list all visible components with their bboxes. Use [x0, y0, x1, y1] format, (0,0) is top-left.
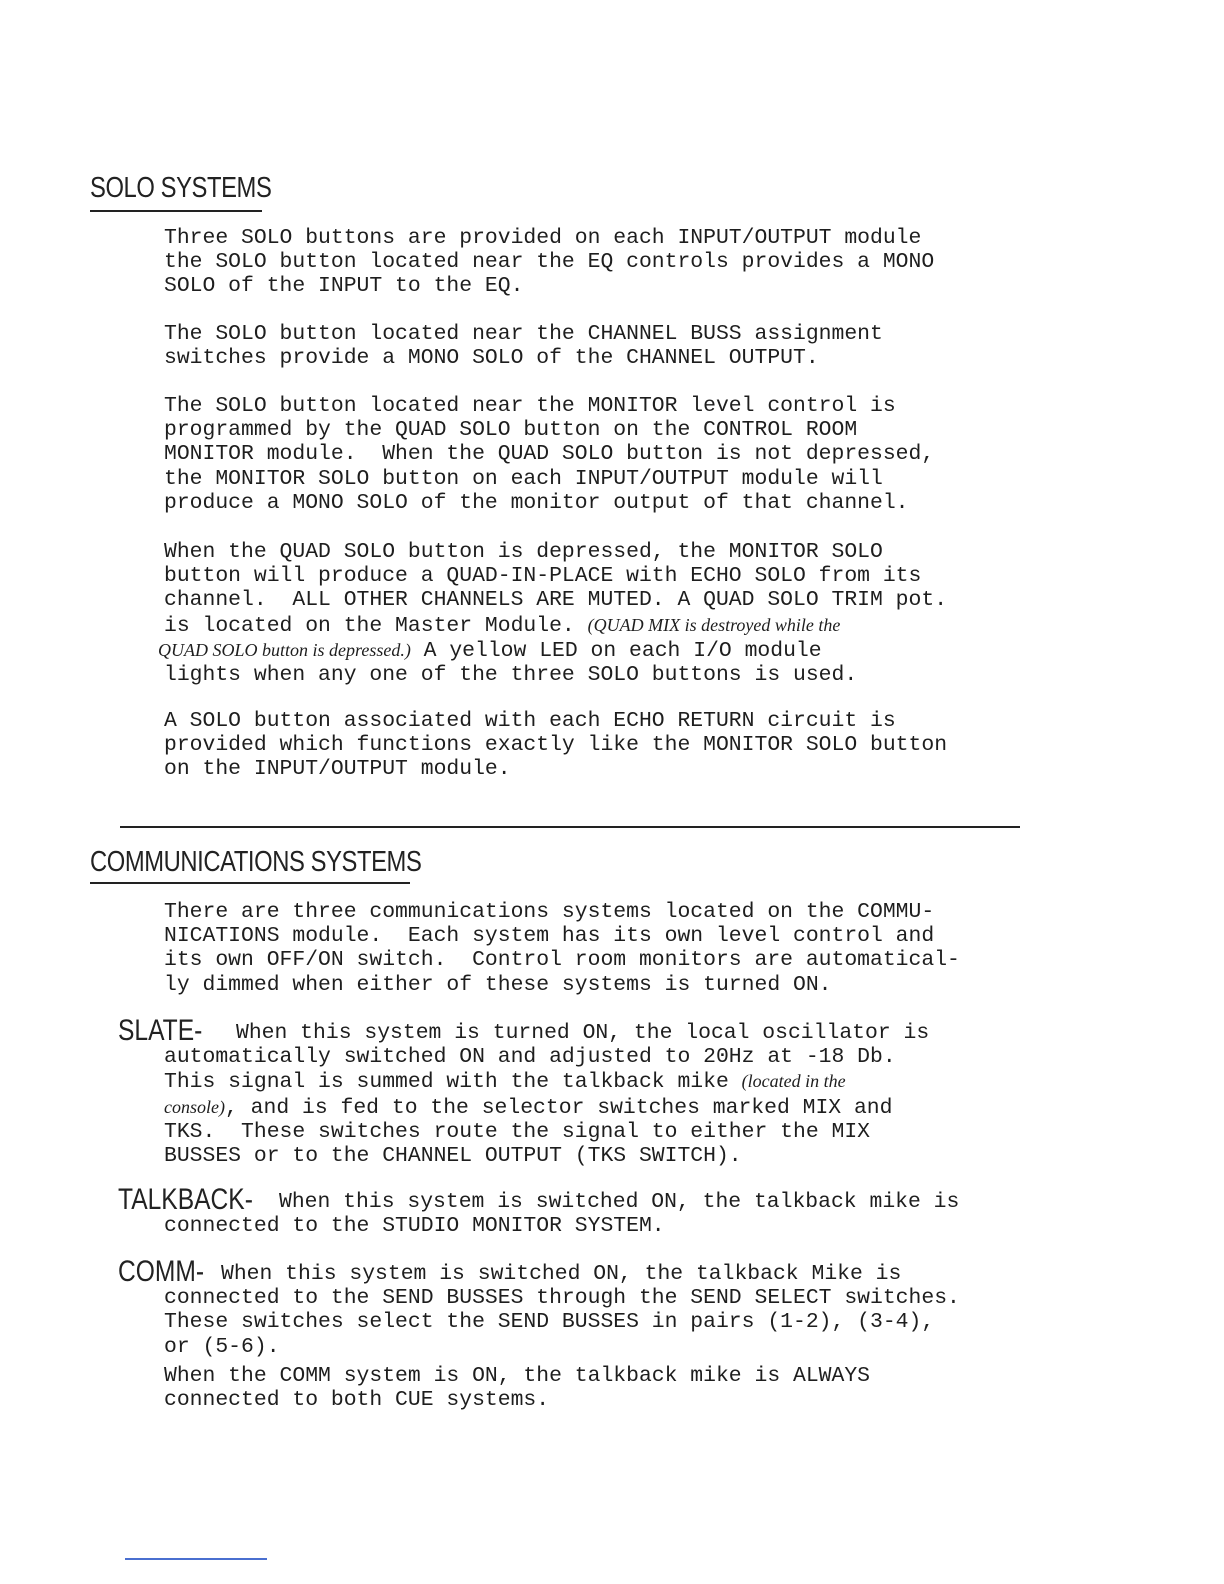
talkback-paragraph	[164, 1190, 959, 1238]
text-run: This signal is summed with the talkback mike	[164, 1070, 742, 1095]
text-line: MONITOR module. When the QUAD SOLO button is not depressed,	[164, 442, 935, 467]
comm-paragraph	[164, 1262, 960, 1359]
communications-systems-heading: COMMUNICATIONS SYSTEMS	[90, 846, 422, 878]
italic-note: console)	[164, 1096, 225, 1117]
solo-paragraph-4	[158, 540, 948, 688]
text-line: programmed by the QUAD SOLO button on the CONTROL ROOM	[164, 418, 858, 443]
solo-heading-underline	[90, 210, 262, 212]
text-run: , and is fed to the selector switches marked MIX and	[224, 1095, 893, 1120]
text-line: BUSSES or to the CHANNEL OUTPUT (TKS SWITCH).	[164, 1144, 742, 1169]
text-line: button will produce a QUAD-IN-PLACE with ECHO SOLO from its	[164, 564, 922, 589]
text-line: automatically switched ON and adjusted to 20Hz at -18 Db.	[164, 1045, 896, 1070]
text-line: When this system is turned ON, the local oscillator is	[236, 1021, 930, 1045]
italic-note: QUAD SOLO button is depressed.)	[158, 639, 411, 660]
comm-term: COMM-	[118, 1255, 205, 1288]
text-line: its own OFF/ON switch. Control room monitors are automatical-	[164, 948, 960, 973]
text-line: When the COMM system is ON, the talkback mike is ALWAYS	[164, 1364, 871, 1388]
slate-paragraph	[164, 1021, 929, 1168]
solo-systems-heading: SOLO SYSTEMS	[90, 172, 272, 204]
text-line: the SOLO button located near the EQ controls provides a MONO	[164, 250, 935, 275]
text-run: A yellow LED on each I/O module	[410, 638, 822, 663]
text-line: SOLO of the INPUT to the EQ.	[164, 274, 524, 299]
text-line: or (5-6).	[164, 1334, 280, 1359]
text-line: provided which functions exactly like the MONITOR SOLO button	[164, 733, 948, 758]
footer-rule	[125, 1558, 267, 1560]
slate-term: SLATE-	[118, 1014, 203, 1047]
text-line: produce a MONO SOLO of the monitor output of that channel.	[164, 490, 909, 515]
talkback-term: TALKBACK-	[118, 1183, 253, 1216]
text-line: These switches select the SEND BUSSES in pairs (1-2), (3-4),	[164, 1310, 935, 1335]
text-line: The SOLO button located near the CHANNEL BUSS assignment	[164, 322, 883, 346]
text-line: When the QUAD SOLO button is depressed, the MONITOR SOLO	[164, 540, 883, 564]
text-line: connected to the STUDIO MONITOR SYSTEM.	[164, 1214, 665, 1239]
text-line: connected to the SEND BUSSES through the SEND SELECT switches.	[164, 1286, 960, 1311]
solo-paragraph-3	[164, 394, 934, 515]
text-line: The SOLO button located near the MONITOR level control is	[164, 394, 896, 418]
text-line: ly dimmed when either of these systems is turned ON.	[164, 972, 832, 997]
text-line	[164, 1069, 929, 1094]
text-line: When this system is switched ON, the talkback mike is	[279, 1190, 960, 1214]
text-line: switches provide a MONO SOLO of the CHANNEL OUTPUT.	[164, 346, 819, 371]
italic-note: (QUAD MIX is destroyed while the	[587, 614, 841, 635]
text-line: When this system is switched ON, the talkback Mike is	[221, 1262, 902, 1286]
solo-paragraph-5	[164, 709, 947, 782]
text-line	[164, 1095, 929, 1120]
text-line: on the INPUT/OUTPUT module.	[164, 757, 511, 782]
text-line: channel. ALL OTHER CHANNELS ARE MUTED. A QUAD SOLO TRIM pot.	[164, 588, 948, 613]
solo-paragraph-1	[164, 226, 934, 299]
text-line	[164, 613, 947, 638]
text-line: Three SOLO buttons are provided on each INPUT/OUTPUT module	[164, 226, 922, 250]
comm-intro-paragraph	[164, 900, 960, 997]
section-divider	[120, 826, 1020, 828]
text-line: A SOLO button associated with each ECHO RETURN circuit is	[164, 709, 896, 733]
text-line: lights when any one of the three SOLO buttons is used.	[164, 663, 858, 688]
text-line: NICATIONS module. Each system has its own level control and	[164, 924, 935, 949]
text-line	[158, 638, 947, 663]
text-run: is located on the Master Module.	[164, 613, 575, 638]
italic-note: (located in the	[741, 1071, 846, 1092]
text-line: TKS. These switches route the signal to either the MIX	[164, 1119, 871, 1144]
comm-note-paragraph	[164, 1364, 870, 1412]
solo-paragraph-2	[164, 322, 883, 370]
text-line: There are three communications systems located on the COMMU-	[164, 900, 935, 924]
text-line: connected to both CUE systems.	[164, 1388, 550, 1413]
text-line: the MONITOR SOLO button on each INPUT/OUTPUT module will	[164, 466, 883, 491]
comm-heading-underline	[90, 882, 410, 884]
